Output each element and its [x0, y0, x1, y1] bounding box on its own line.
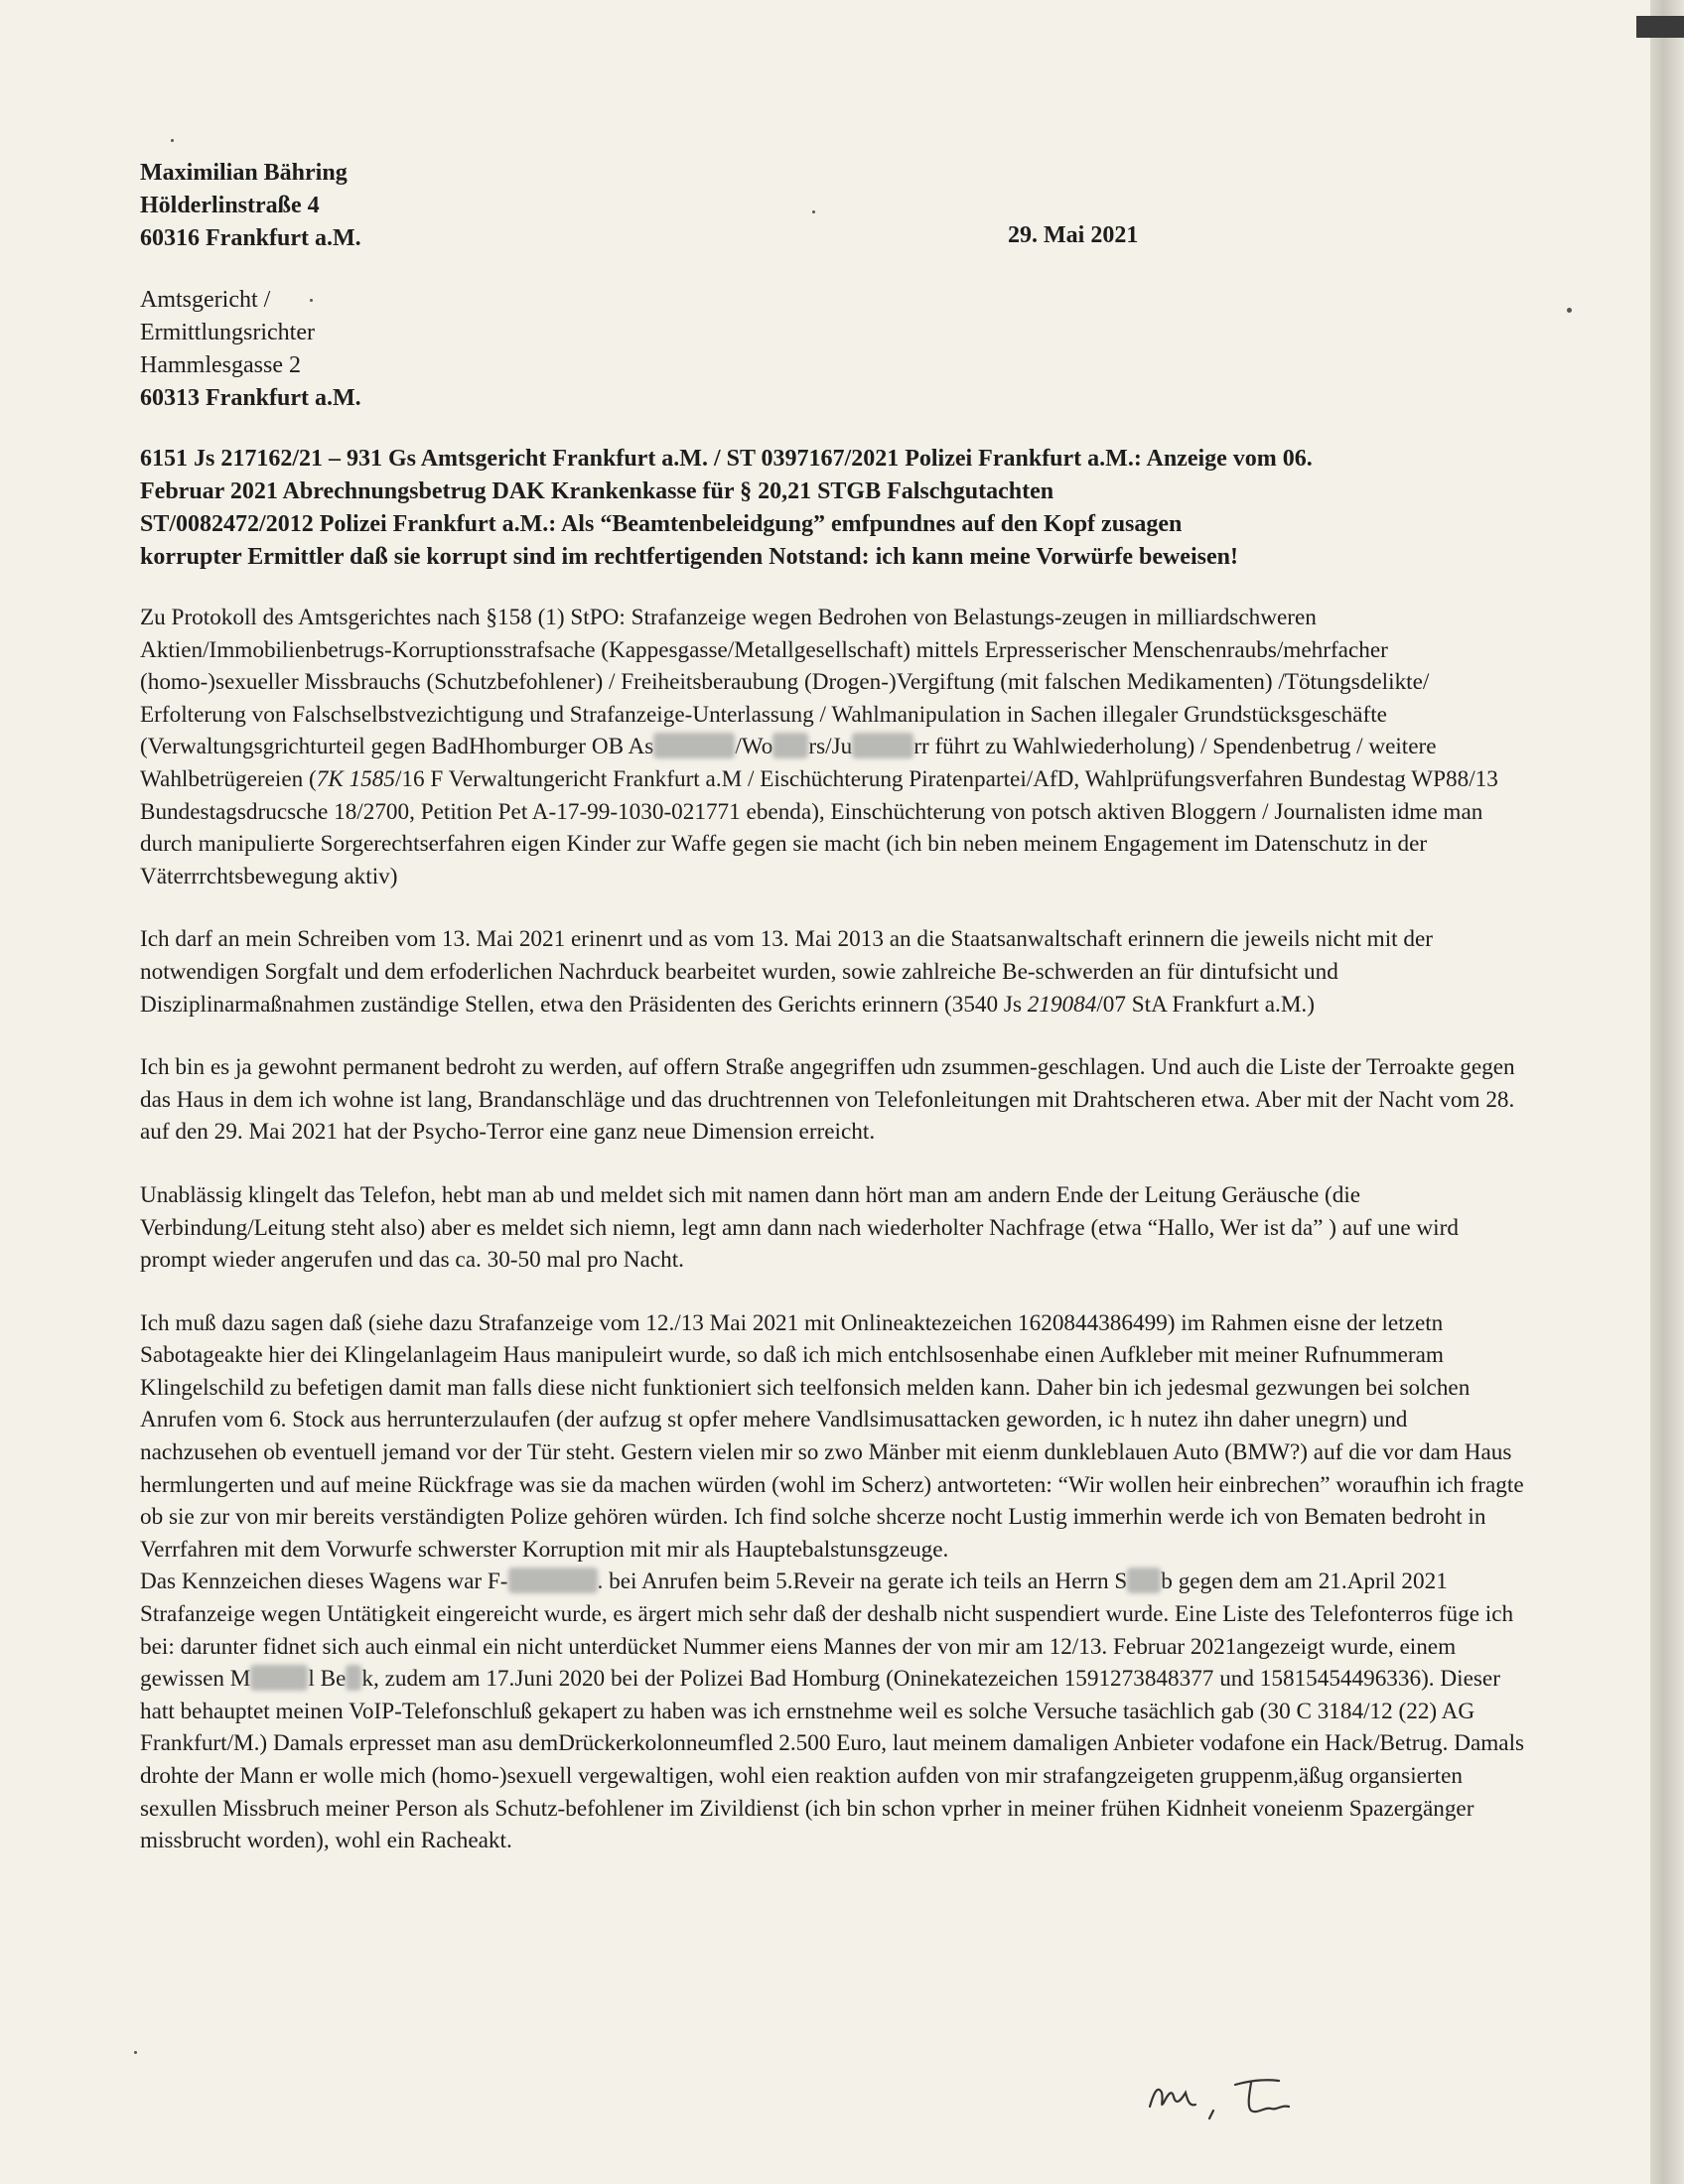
case-number: 7K 1585	[316, 765, 395, 792]
text-run: /Wo	[735, 734, 773, 760]
subject-block	[140, 443, 1530, 574]
redaction-mark	[250, 1665, 308, 1691]
text-run: Zu Protokoll des Amtsgerichtes nach §158 (1) StPO: Strafanzeige wegen Bedrohen von Belastungs-zeugen in milliardschweren Aktien/Immobilienbetrugs-Korruptionsstrafsache (Kappesgasse/Metallgesellschaft) mittels Erpresserischer Menschenraubs/mehrfacher (homo-)sexueller Missbrauchs (Schutzbefohlener) / Freiheitsberaubung (Drogen-)Vergiftung (mit falschen Medikamenten) /Tötungsdelikte/ Erfolterung von Falschselbstvezichtigung und Strafanzeige-Unterlassung / Wahlmanipulation in Sachen illegaler Grundstücksgeschäfte (Verwaltungsgrichturteil gegen BadHhomburger OB As	[140, 605, 1430, 760]
redaction-mark	[852, 733, 913, 758]
case-number: 219084	[1027, 991, 1097, 1018]
subject-line1: 6151 Js 217162/21 – 931 Gs Amtsgericht Frankfurt a.M. / ST 0397167/2021 Polizei Frankfurt a.M.: Anzeige vom 06.	[140, 446, 1313, 472]
redaction-mark	[1127, 1568, 1161, 1593]
text-run: /16 F Verwaltungericht Frankfurt a.M / Eischüchterung Piratenpartei/AfD, Wahlprüfungsverfahren Bundestag WP88/13 Bundestagsdrucsche 18/2700, Petition Pet A-17-99-1030-021771 ebenda), Einschüchterung von potsch aktiven Bloggern / Journalisten idme man durch manipulierte Sorgerechtserfahren eigen Kinder zur Waffe gegen sie macht (ich bin neben meinem Engagement im Datenschutz in der Väterrrchtsbewegung aktiv)	[140, 765, 1498, 889]
text-run: rs/Ju	[808, 734, 853, 760]
sender-address	[140, 157, 361, 255]
redaction-mark	[508, 1568, 598, 1593]
text-run: . bei Anrufen beim 5.Reveir na gerate ich teils an Herrn S	[597, 1569, 1128, 1595]
redaction-mark	[772, 733, 808, 758]
recipient-address	[140, 284, 361, 415]
scanner-edge	[1650, 0, 1684, 2184]
recipient-line1: Amtsgericht /	[140, 287, 271, 313]
scan-speck	[812, 210, 815, 213]
paragraph-reference	[140, 923, 1530, 1021]
handwritten-signature	[1140, 2063, 1338, 2122]
subject-line2: Februar 2021 Abrechnungsbetrug DAK Krankenkasse für § 20,21 STGB Falschgutachten	[140, 478, 1054, 504]
subject-line3: ST/0082472/2012 Polizei Frankfurt a.M.: Als “Beamtenbeleidgung” emfpundnes auf den Kopf zusagen	[140, 511, 1183, 537]
recipient-city: 60313 Frankfurt a.M.	[140, 385, 361, 411]
recipient-line2: Ermittlungsrichter	[140, 320, 315, 345]
paragraph-phone-terror: Unablässig klingelt das Telefon, hebt man ab und meldet sich mit namen dann hört man am andern Ende der Leitung Geräusche (die Verbindung/Leitung steht also) aber es meldet sich niemn, legt amn dann nach wiederholter Nachfrage (etwa “Hallo, Wer ist da” ) auf une wird prompt wieder angerufen und das ca. 30-50 mal pro Nacht.	[140, 1181, 1459, 1274]
paragraph-threats: Ich bin es ja gewohnt permanent bedroht zu werden, auf offern Straße angegriffen udn zsummen-geschlagen. Und auch die Liste der Terroakte gegen das Haus in dem ich wohne ist lang, Brandanschläge und das druchtrennen von Telefonleitungen mit Drahtscheren etwa. Aber mit der Nacht vom 28. auf den 29. Mai 2021 hat der Psycho-Terror eine ganz neue Dimension erreicht.	[140, 1054, 1515, 1146]
text-run: Das Kennzeichen dieses Wagens war F-	[140, 1569, 508, 1595]
text-run: k, zudem am 17.Juni 2020 bei der Polizei Bad Homburg (Oninekatezeichen 1591273848377 und 15815454496336). Dieser hatt behauptet meinen VoIP-Telefonschluß gekapert zu haben was ich ernstnehme weil es solche Versuche tasächlich gab (30 C 3184/12 (22) AG Frankfurt/M.) Damals erpresset man asu demDrückerkolonneumfled 2.500 Euro, laut meinem damaligen Anbieter vodafone ein Hack/Betrug. Damals drohte der Mann er wolle mich (homo-)sexuell vergewaltigen, wohl eien reaktion aufden von mir strafangzeigeten gruppenm,äßug organsierten sexullen Missbruch meiner Person als Schutz-befohlener im Zivildienst (ich bin schon vprher in meiner frühen Kidnheit voneienm Spazergänger missbrucht worden), wohl ein Racheakt.	[140, 1666, 1525, 1854]
redaction-mark	[653, 733, 735, 758]
text-run: l Be	[308, 1666, 347, 1693]
sender-street: Hölderlinstraße 4	[140, 193, 320, 218]
scan-speck	[171, 139, 174, 142]
text-run: Ich muß dazu sagen daß (siehe dazu Strafanzeige vom 12./13 Mai 2021 mit Onlineaktezeichen 1620844386499) im Rahmen eisne der letzetn Sabotageakte hier dei Klingelanlageim Haus manipuleirt wurde, so daß ich mich entchlsosenhabe einen Aufkleber mit meiner Rufnummeram Klingelschild zu befetigen damit man falls diese nicht funktioniert sich teelfonsich melden kann. Daher bin ich jedesmal gezwungen bei solchen Anrufen vom 6. Stock aus herrunterzulaufen (der aufzug st opfer mehere Vandlsimusattacken geworden, ic h nutez ihn daher unegrn) und nachzusehen ob eventuell jemand vor der Tür steht. Gestern vielen mir so zwo Mänber mit eienm dunkleblauen Auto (BMW?) auf die vor dam Haus hermlungerten und auf meine Rückfrage was sie da machen würden (wohl im Scherz) antworteten: “Wir wollen heir einbrechen” woraufhin ich fragte ob sie zur von mir bereits verständigten Polize gehören würden. Ich find solche shcerze nocht Lustig immerhin werde ich von Bematen bedroht in Verrfahren mit dem Vorwurfe schwerster Korruption mit mir als Hauptebalstunsgzeuge.	[140, 1309, 1524, 1563]
scan-speck	[1567, 308, 1572, 313]
scan-speck	[134, 2051, 137, 2054]
letter-date: 29. Mai 2021	[1008, 222, 1139, 248]
sender-city: 60316 Frankfurt a.M.	[140, 225, 361, 251]
recipient-street: Hammlesgasse 2	[140, 352, 301, 378]
text-run: rr führt zu Wahlwiederholung) / Spendenbetrug / weitere Wahlbetrügereien (	[140, 734, 1437, 792]
text-run: b gegen dem am 21.April 2021 Strafanzeige wegen Untätigkeit eingereicht wurde, es ärgert mich sehr daß der deshalb nicht suspendiert wurde. Eine Liste des Telefonterros füge ich bei: darunter fidnet sich auch einmal ein nicht unterdücket Nummer eiens Mannes der von mir am 12/13. Februar 2021angezeigt wurde, einem gewissen M	[140, 1569, 1514, 1693]
text-run: Ich darf an mein Schreiben vom 13. Mai 2021 erinenrt und as vom 13. Mai 2013 an die Staatsanwaltschaft erinnern die jeweils nicht mit der notwendigen Sorgfalt und dem erfoderlichen Nachrduck bearbeitet wurden, sowie zahlreiche Be-schwerden an für dintufsicht und Disziplinarmaßnahmen zuständige Stellen, etwa den Präsidenten des Gerichts erinnern (3540 Js	[140, 926, 1434, 1018]
text-run: /07 StA Frankfurt a.M.)	[1096, 991, 1315, 1018]
paragraph-details	[140, 1307, 1530, 1857]
scan-corner-mark	[1636, 16, 1684, 38]
subject-line4: korrupter Ermittler daß sie korrupt sind im rechtfertigenden Notstand: ich kann meine Vorwürfe beweisen!	[140, 544, 1238, 570]
redaction-mark	[346, 1665, 361, 1691]
paragraph-protocol	[140, 602, 1530, 892]
letter-body	[140, 602, 1530, 1888]
sender-name: Maximilian Bähring	[140, 160, 348, 186]
